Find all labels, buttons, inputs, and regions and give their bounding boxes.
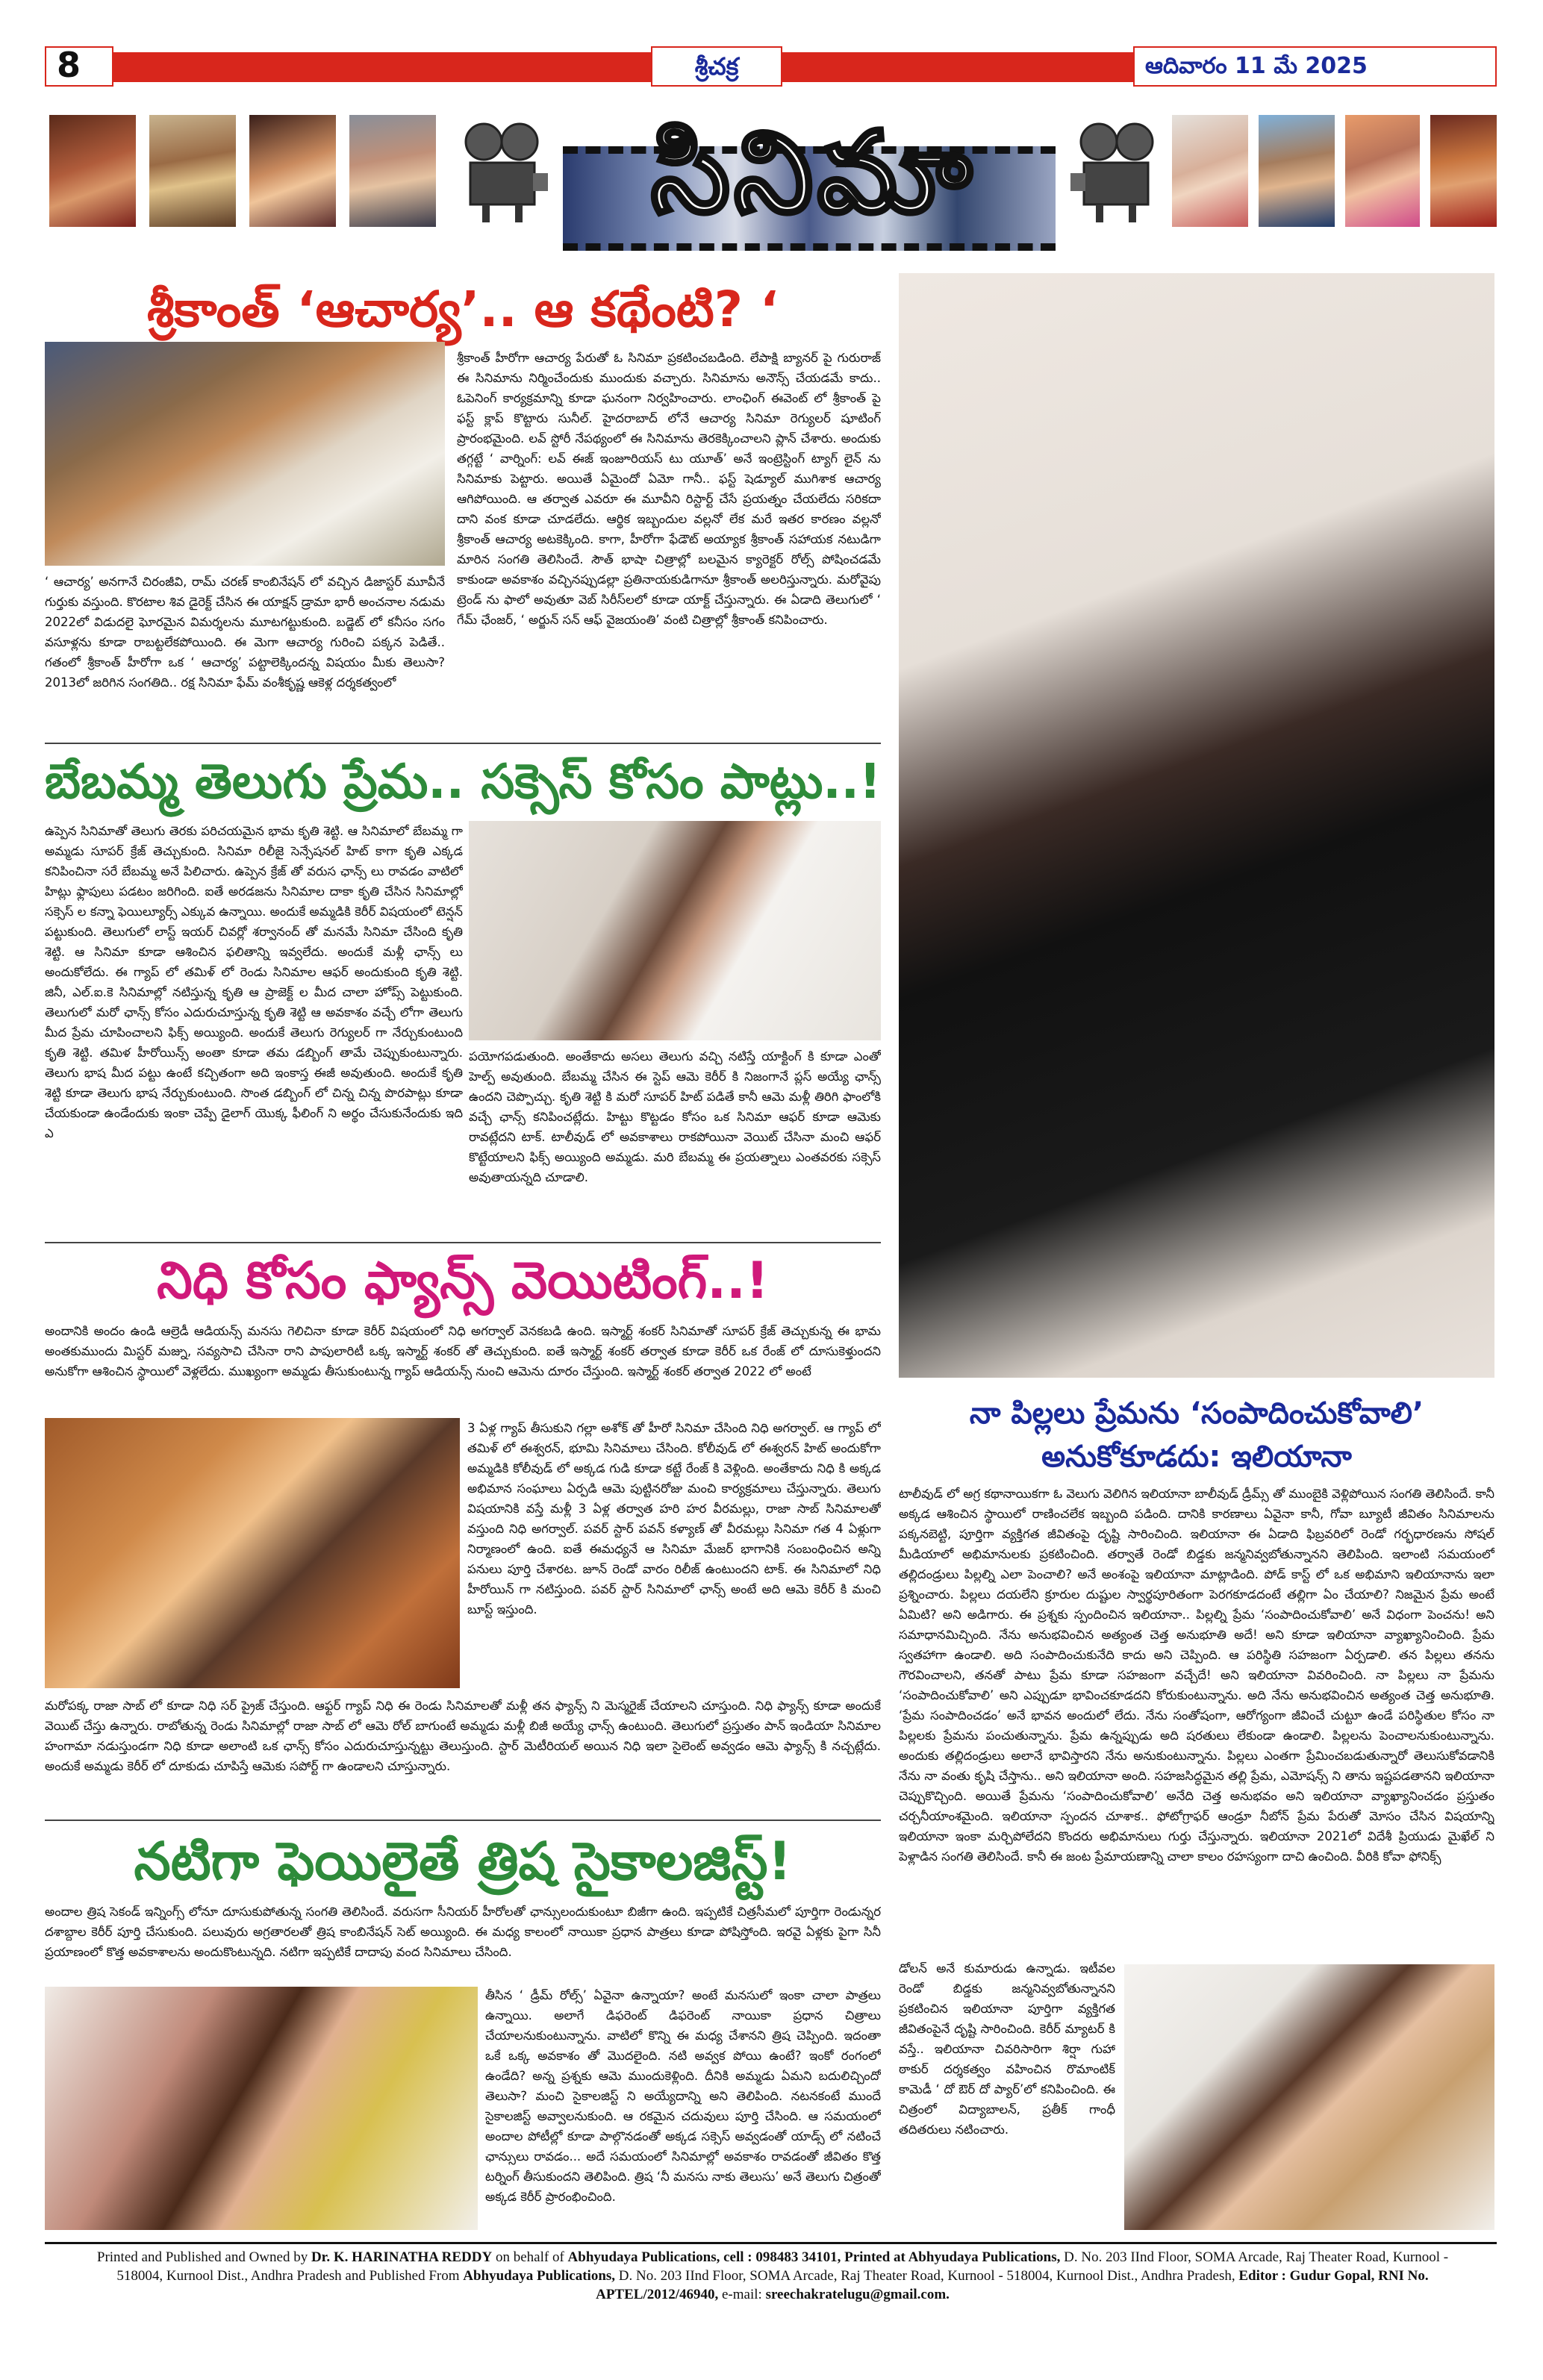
actress-thumbnail xyxy=(49,115,136,227)
owner-name: Dr. K. HARINATHA REDDY xyxy=(311,2249,493,2265)
divider xyxy=(45,743,881,744)
masthead xyxy=(45,46,1497,87)
red-band-right xyxy=(782,52,1133,82)
actress-thumbnail xyxy=(1345,115,1420,227)
date-box xyxy=(1133,46,1497,87)
nidhi-text-top: అందానికి అందం ఉండి ఆల్రెడీ ఆడియన్స్ మనసు గెలిచినా కూడా కెరీర్ విషయంలో నిధి అగర్వాల్ వెనకబడి ఉంది. ఇస్మార్ట్ శంకర్ సినిమాతో సూపర్ క్రేజ్ తెచ్చుకున్న ఈ భామ అంతకుముందు మిస్టర్ మజ్ను, సవ్యసాచి చేసినా రాని పాపులారిటీ ఒక్క ఇస్మార్ట్ శంకర్ తో తెచ్చుకుంది. ఐతే ఇస్మార్ట్ శంకర్ తర్వాత కూడా కెరీర్ ఒక రేంజ్ లో దూసుకెళ్తుందని అనుకోగా ఆశించిన స్థాయిలో వెళ్లలేదు. ముఖ్యంగా అమ్మడు తీసుకుంటున్న గ్యాప్ ఆడియన్స్ నుంచి ఆమెను దూరం చేస్తుంది. ఇస్మార్ట్ శంకర్ తర్వాత 2022 లో అంటే xyxy=(45,1324,881,1378)
actress-thumbnail xyxy=(1172,115,1248,227)
srikanth-headline: శ్రీకాంత్ ‘ఆచార్య’.. ఆ కథేంటి? ‘ xyxy=(146,281,779,338)
actress-black-saree-photo xyxy=(899,273,1494,1378)
actor-thumbnail xyxy=(1259,115,1335,227)
page-number: 8 xyxy=(57,45,81,85)
footer-imprint xyxy=(75,2248,1471,2304)
paper-logo: శ్రీచక్ర xyxy=(694,52,739,81)
trisha-text-right: తీసిన ‘ డ్రీమ్ రోల్స్’ ఏవైనా ఉన్నాయా? అంటే మనసులో ఇంకా చాలా పాత్రలు ఉన్నాయి. అలాగే డిఫరెంట్ డిఫరెంట్ నాయికా ప్రధాన చిత్రాలు చేయాలనుకుంటున్నాను. వాటిలో కొన్ని ఈ మధ్య చేశానని త్రిష చెప్పింది. ఇదంతా ఒకే ఒక్క అవకాశం తో మొదలైంది. నటి అవ్వక పోయి ఉంటే? ఇంకో రంగంలో ఉండేది? అన్న ప్రశ్నకు ఆమె ముందుకెళ్లింది. దీనికి అమ్మడు ఏమని బదులిచ్చిందో తెలుసా? మంచి సైకాలజిస్ట్ ని అయ్యేదాన్ని అని తెలిపింది. నటనకంటే ముందే సైకాలజిస్ట్ అవ్వాలనుకుంది. ఆ రకమైన చదువులు పూర్తి చేసింది. ఆ సమయంలో అందాల పోటీల్లో కూడా పాల్గొనడంతో అక్కడ సక్సెస్ అవ్వడంతో యాడ్స్ లో నటించే ఛాన్సులు రావడం... అదే సమయంలో సినిమాల్లో అవకాశం రావడంతో జీవితం కొత్త టర్నింగ్ తీసుకుందని తెలిపింది. త్రిష ‘నీ మనసు నాకు తెలుసు’ అనే తెలుగు చిత్రంతో అక్కడ కెరీర్ ప్రారంభించింది. xyxy=(485,1988,881,2204)
actor-thumbnail xyxy=(149,115,236,227)
ileana-photo xyxy=(1124,1964,1494,2230)
email-link[interactable]: sreechakratelugu@gmail.com. xyxy=(765,2287,950,2302)
ileana-text-top: టాలీవుడ్ లో అగ్ర కథానాయికగా ఓ వెలుగు వెలిగిన ఇలియానా బాలీవుడ్ డ్రీమ్స్ తో ముంబైకి వెళ్లిపోయిన సంగతి తెలిసిందే. కానీ అక్కడ ఆశించిన స్థాయిలో రాణించలేక ఇబ్బంది పడింది. దానికి కారణాలు ఏవైనా కానీ, గోవా బ్యూటీ జీవితం సినిమాలను పక్కనబెట్టి, పూర్తిగా వ్యక్తిగత జీవితంపై దృష్టి సారించింది. ఇలియానా ఈ ఏడాది ఫిబ్రవరిలో రెండో గర్భధారణను సోషల్ మీడియాలో అభిమానులకు ప్రకటించింది. తర్వాతే రెండో బిడ్డకు జన్మనివ్వబోతున్నానని తెలిపింది. ఇలాంటి సమయంలో తల్లిదండ్రులు పిల్లల్ని ఎలా పెంచాలి? అనే అంశంపై ఇలియానా మాట్లాడింది. పోడ్ కాస్ట్ లో ఒక అభిమాని ఇలియానాను ఇలా ప్రశ్నించారు. పిల్లలు దయలేని క్రూరుల దుష్టుల స్వార్థపూరితంగా పెరగకూడదంటే తల్లిగా ఏం చేయాలి? నిజమైన ప్రేమ అంటే ఏమిటి? అని అడిగారు. ఈ ప్రశ్నకు స్పందించిన ఇలియానా.. పిల్లల్ని ప్రేమ ‘సంపాదించుకోవాలి’ అనే విధంగా పెంచను! అని సమాధానమిచ్చింది. నేను అనుభవించిన అత్యంత చెత్త అనుభూతి అదే! అని కూడా ఇలియానా వ్యాఖ్యానించింది. ప్రేమ స్వతహాగా ఉండాలి. అది సంపాదించుకునేది కాదు అని చెప్పింది. ఆ పరిస్థితి సహజంగా ఏర్పడాలి. తన పిల్లలు తనను గౌరవించాలని, తనతో పాటు ప్రేమ కూడా సహజంగా వచ్చేదే! అని ఇలియానా వివరించింది. నా పిల్లలు నా ప్రేమను ‘సంపాదించుకోవాలి’ అని ఎప్పుడూ భావించకూడదని కోరుకుంటున్నాను. అది నేను అనుభవించిన అత్యంత చెత్త అనుభూతి. ‘ప్రేమ సంపాదించడం’ అనే భావన అందులో లేదు. నేను సంతోషంగా, ఆరోగ్యంగా జీవించే చుట్టూ ఉండే పరిస్థితుల కోసం నా పిల్లలకు ప్రేమను పంచుతున్నాను. ప్రేమ ఉన్నప్పుడు అది షరతులు లేకుండా ఉండాలి. పిల్లలను పెంచాలనుకుంటున్నాను. అందుకు తల్లిదండ్రులు అలానే భావిస్తారని నేను అనుకుంటున్నాను. పిల్లలు ఎంతగా ప్రేమించబడుతున్నారో తెలుసుకోవడానికి నేను నా వంతు కృషి చేస్తాను.. అని ఇలియానా అంది. సహజసిద్ధమైన తల్లి ప్రేమ, ఎమోషన్స్ ని తాను ఇష్టపడతానని ఇలియానా చెప్పుకొచ్చింది. అయితే ప్రేమను ‘సంపాదించుకోవాలి’ అనేది చెత్త అనుభవం అని ఇలియానా వ్యాఖ్యానించడం ప్రస్తుతం చర్చనీయాంశమైంది. ఇలియానా స్పందన చూశాక.. ఫోటోగ్రాఫర్ ఆండ్రూ నీబోన్ ప్రేమ పేరుతో మోసం చేసిన విషయాన్ని ఇలియానా ఇంకా మర్చిపోలేదని కొందరు అభిమానులు గుర్తు చేస్తున్నారు. ఇలియానా 2021లో విదేశీ ప్రియుడు మైఖేల్ ని పెళ్లాడిన సంగతి తెలిసిందే. కానీ ఈ జంట ప్రేమాయణాన్ని చాలా కాలం రహస్యంగా దాచి ఉంచింది. వీరికి కోవా ఫోనిక్స్ xyxy=(899,1487,1494,1864)
ileana-text-left: డోలన్ అనే కుమారుడు ఉన్నాడు. ఇటీవల రెండో బిడ్డకు జన్మనివ్వబోతున్నానని ప్రకటించిన ఇలియానా పూర్తిగా వ్యక్తిగత జీవితంపైనే దృష్టి సారించింది. కెరీర్ మ్యాటర్ కి వస్తే.. ఇలియానా చివరిసారిగా శిర్షా గుహా ఠాకుర్ దర్శకత్వం వహించిన రొమాంటిక్ కామెడీ ‘ దో ఔర్ దో ప్యార్’లో కనిపించింది. ఈ చిత్రంలో విద్యాబాలన్, ప్రతీక్ గాంధీ తదితరులు నటించారు. xyxy=(899,1961,1115,2137)
imprint-text: Printed and Published and Owned by xyxy=(96,2249,311,2265)
divider xyxy=(45,1242,881,1243)
page-number-box xyxy=(45,46,113,87)
bebamma-headline: బేబమ్మ తెలుగు ప్రేమ.. సక్సెస్ కోసం పాట్లు..! xyxy=(45,755,882,810)
bebamma-text-left: ఉప్పెన సినిమాతో తెలుగు తెరకు పరిచయమైన భామ కృతి శెట్టి. ఆ సినిమాలో బేబమ్మ గా అమ్మడు సూపర్ క్రేజ్ తెచ్చుకుంది. సినిమా రిలీజై సెన్సేషనల్ హిట్ కాగా కృతి ఎక్కడ కనిపించినా సరే బేబమ్మ అనే పిలిచారు. ఉప్పెన క్రేజ్ తో వరుస ఛాన్స్ లు రావడం వాటిలో హిట్లు ఫ్లాపులు పడటం జరిగింది. ఐతే అరడజను సినిమాల దాకా కృతి చేసిన సినిమాల్లో సక్సెస్ ల కన్నా ఫెయిల్యూర్స్ ఎక్కువ ఉన్నాయి. అందుకే అమ్మడికి కెరీర్ విషయంలో టెన్షన్ పట్టుకుంది. తెలుగులో లాస్ట్ ఇయర్ చివర్లో శర్వానంద్ తో మనమే సినిమా చేసింది కృతి శెట్టి. ఆ సినిమా కూడా ఆశించిన ఫలితాన్ని ఇవ్వలేదు. అందుకే మళ్లీ ఛాన్స్ లు అందుకోలేదు. ఈ గ్యాప్ లో తమిళ్ లో రెండు సినిమాల ఆఫర్ అందుకుంది కృతి శెట్టి. జినీ, ఎల్.ఐ.కె సినిమాల్లో నటిస్తున్న కృతి ఆ ప్రాజెక్ట్ ల మీద చాలా హోప్స్ పెట్టుకుంది. తెలుగులో మరో ఛాన్స్ కోసం ఎదురుచూస్తున్న కృతి శెట్టి ఆ అవకాశం వచ్చే లోగా తెలుగు మీద ప్రేమ చూపించాలని ఫిక్స్ అయ్యింది. అందుకే తెలుగు రెగ్యులర్ గా నేర్చుకుంటుంది కృతి శెట్టి. తమిళ హీరోయిన్స్ అంతా కూడా తమ డబ్బింగ్ తామే చెప్పుకుంటున్నారు. తెలుగు భాష మీద పట్టు ఉంటే కచ్చితంగా అది ఇంకాస్త ఈజీ అవుతుంది. అందుకే కృతి శెట్టి కూడా తెలుగు భాష నేర్చుకుంటుంది. సొంత డబ్బింగ్ లో చిన్న చిన్న పొరపాట్లు కూడా చేయకుండా ఉండేందుకు ఇంకా చెప్పే డైలాగ్ యొక్క ఫీలింగ్ ని అర్థం చేసుకునేందుకు ఇది ఎ xyxy=(45,824,463,1140)
imprint-text: e-mail: xyxy=(718,2287,766,2302)
section-title: సినిమా xyxy=(651,108,976,238)
actress-thumbnail xyxy=(249,115,336,227)
srikanth-photo xyxy=(45,342,445,566)
ileana-headline-line1: నా పిల్లలు ప్రేమను ‘సంపాదించుకోవాలి’ xyxy=(969,1396,1424,1431)
nidhi-text-bottom: మరోపక్క రాజా సాబ్ లో కూడా నిధి సర్ ప్రైజ్ చేస్తుంది. ఆఫ్టర్ గ్యాప్ నిధి ఈ రెండు సినిమాలతో మళ్లీ తన ఫ్యాన్స్ ని మెస్మరైజ్ చేయాలని చూస్తుంది. నిధి ఫ్యాన్స్ కూడా అందుకే వెయిట్ చేస్తు ఉన్నారు. రాబోతున్న రెండు సినిమాల్లో రాజా సాబ్ లో ఆమె రోల్ బాగుంటే అమ్మడు మళ్లీ బిజీ అయ్యే ఛాన్స్ ఉంటుంది. తెలుగులో ప్రస్తుతం పాన్ ఇండియా సినిమాల హంగామా నడుస్తుండగా నిధి కూడా అలాంటి ఒక ఛాన్స్ కోసం ఎదురుచూస్తున్నట్టు తెలుస్తుంది. స్టార్ మెటీరియల్ అయిన నిధి ఇలా సైలెంట్ అవ్వడం ఆమె ఫ్యాన్స్ కి నచ్చట్లేదు. అందుకే అమ్మడు కెరీర్ లో దూకుడు చూపిస్తే ఆమెకు సపోర్ట్ గా ఉండాలని చూస్తున్నారు. xyxy=(45,1699,881,1773)
editor-name: Editor : Gudur Gopal xyxy=(1238,2268,1371,2284)
trisha-photo xyxy=(45,1987,478,2230)
nidhi-text-right: 3 ఏళ్ల గ్యాప్ తీసుకుని గల్లా అశోక్ తో హీరో సినిమా చేసింది నిధి అగర్వాల్. ఆ గ్యాప్ లో తమిళ్ లో ఈశ్వరన్, భూమి సినిమాలు చేసింది. కోలీవుడ్ లో ఈశ్వరన్ హిట్ అందుకోగా అమ్మడికి కోలీవుడ్ లో అక్కడ గుడి కూడా కట్టే రేంజ్ కి వెళ్లింది. అంతేకాదు నిధి కి అక్కడ అభిమాన సంఘాలు ఏర్పడి ఆమె పుట్టినరోజు మంచి కార్యక్రమాలు చేస్తున్నారు. తెలుగు విషయానికి వస్తే మళ్లీ 3 ఏళ్ల తర్వాత హరి హర వీరమల్లు, రాజా సాబ్ సినిమాలతో వస్తుంది నిధి అగర్వాల్. పవర్ స్టార్ పవన్ కళ్యాణ్ తో వీరమల్లు సినిమా గత 4 ఏళ్లుగా నిర్మాణంలో ఉంది. ఐతే ఈమధ్యనే ఆ సినిమా మేజర్ భాగానికి సంబంధించిన అన్ని పనులు పూర్తి చేశారట. జూన్ రెండో వారం రిలీజ్ ఉంటుందని టాక్. ఈ సినిమాలో నిధి హీరోయిన్ గా నటిస్తుంది. పవర్ స్టార్ సినిమాలో ఛాన్స్ అంటే అది ఆమె కెరీర్ కి మంచి బూస్ట్ ఇస్తుంది. xyxy=(467,1421,881,1617)
issue-date: ఆదివారం 11 మే 2025 xyxy=(1145,53,1368,79)
trisha-text-top: అందాల త్రిష సెకండ్ ఇన్నింగ్స్ లోనూ దూసుకుపోతున్న సంగతి తెలిసిందే. వరుసగా సీనియర్ హీరోలతో ఛాన్సులందుకుంటూ బిజీగా ఉంది. ఇప్పటికే చిత్రసీమలో పూర్తిగా రెండున్నర దశాబ్దాల కెరీర్ పూర్తి చేసుకుంది. పలువురు అగ్రతారలతో త్రిష కాంబినేషన్ సెట్ అయ్యింది. ఈ మధ్య కాలంలో నాయికా ప్రధాన పాత్రలు కూడా పోషిస్తోంది. ఇరవై ఏళ్లకు పైగా సినీ ప్రయాణంలో కొత్త అవకాశాలను అందుకొంటున్నది. నటిగా ఇప్పటికే దాదాపు వంద సినిమాలు చేసింది. xyxy=(45,1905,881,1959)
publisher-contact: , cell : 098483 34101, Printed at Abhyudaya Publications, xyxy=(716,2249,1061,2265)
footer-rule xyxy=(45,2242,1497,2244)
publisher-name: Abhyudaya Publications, xyxy=(463,2268,616,2284)
actor-thumbnail xyxy=(349,115,436,227)
publisher-name: Abhyudaya Publications xyxy=(567,2249,717,2265)
cinema-banner xyxy=(45,104,1497,260)
imprint-text: D. No. 203 IInd Floor, SOMA Arcade, Raj Theater Road, Kurnool - 518004, Kurnool Dist., Andhra Pradesh, xyxy=(615,2268,1239,2284)
projector-icon xyxy=(1069,119,1159,224)
krithi-shetty-photo xyxy=(469,821,881,1040)
imprint-text: D. No. 203 IInd Floor, SOMA Arcade, Raj Theater Road, Kurnool - 518004, Kurnool Dist., Andhra Pradesh and Published From xyxy=(116,2249,1449,2284)
logo-box xyxy=(651,46,782,87)
imprint-text: on behalf of xyxy=(492,2249,568,2265)
actor-thumbnail xyxy=(1430,115,1497,227)
srikanth-text-right: శ్రీకాంత్ హీరోగా ఆచార్య పేరుతో ఓ సినిమా ప్రకటించబడింది. లేపాక్షి బ్యానర్ పై గురురాజ్ ఈ సినిమాను నిర్మించేందుకు ముందుకు వచ్చారు. సినిమాను అనౌన్స్ చేయడమే కాదు.. ఓపెనింగ్ కార్యక్రమాన్ని కూడా ఘనంగా నిర్వహించారు. లాంఛింగ్ ఈవెంట్ లో శ్రీకాంత్ పై ఫస్ట్ క్లాప్ కొట్టారు సునీల్. హైదరాబాద్ లోనే ఆచార్య సినిమా రెగ్యులర్ షూటింగ్ ప్రారంభమైంది. లవ్ స్టోరీ నేపథ్యంలో ఈ సినిమాను తెరకెక్కించాలని ప్లాన్ చేశారు. అందుకు తగ్గట్టే ‘ వార్నింగ్: లవ్ ఈజ్ ఇంజూరియస్ టు యూత్’ అనే ఇంట్రెస్టింగ్ ట్యాగ్ లైన్ ను సినిమాకు పెట్టారు. అయితే ఏమైందో ఏమో గానీ.. ఫస్ట్ షెడ్యూల్ ముగిశాక ఆచార్య ఆగిపోయింది. ఆ తర్వాత ఎవరూ ఈ మూవీని రిస్టార్ట్ చేసే ప్రయత్నం చేయలేదు సరికదా దాని వంక కూడా చూడలేదు. ఆర్థిక ఇబ్బందుల వల్లనో లేక మరే ఇతర కారణం వల్లనో శ్రీకాంత్ ఆచార్య అటకెక్కింది. కాగా, హీరోగా ఫేడౌట్ అయ్యాక శ్రీకాంత్ సహాయక నటుడిగా మారిన సంగతి తెలిసిందే. సౌత్ భాషా చిత్రాల్లో బలమైన క్యారెక్టర్ రోల్స్ పోషించడమే కాకుండా అవకాశం వచ్చినప్పుడల్లా ప్రతినాయకుడిగానూ శ్రీకాంత్ అలరిస్తున్నారు. మరోవైపు ట్రెండ్ ను ఫాలో అవుతూ వెబ్ సిరీస్‌లలో కూడా యాక్ట్ చేస్తున్నారు. ఈ ఏడాది తెలుగులో ‘ గేమ్ ఛేంజర్, ‘ అర్జున్ సన్ ఆఫ్ వైజయంతి’ వంటి చిత్రాల్లో శ్రీకాంత్ కనిపించారు. xyxy=(457,351,881,627)
nidhi-headline: నిధి కోసం ఫ్యాన్స్ వెయిటింగ్..! xyxy=(157,1252,769,1311)
red-band-left xyxy=(113,52,651,82)
ileana-headline-line2: అనుకోకూడదు: ఇలియానా xyxy=(1041,1440,1352,1474)
bebamma-text-right: పయోగపడుతుంది. అంతేకాదు అసలు తెలుగు వచ్చి నటిస్తే యాక్టింగ్ కి కూడా ఎంతో హెల్ప్ అవుతుంది. బేబమ్మ చేసిన ఈ స్టెప్ ఆమె కెరీర్ కి నిజంగానే ప్లస్ అయ్యే ఛాన్స్ ఉందని చెప్పొచ్చు. కృతి శెట్టి కి మరో సూపర్ హిట్ పడితే కానీ ఆమె మళ్లీ తిరిగి ఫాంలోకి వచ్చే ఛాన్స్ కనిపించట్లేదు. హిట్టు కొట్టడం కోసం ఒక సినిమా ఆఫర్ కూడా ఆమెకు రావట్లేదని టాక్. టాలీవుడ్ లో అవకాశాలు రాకపోయినా వెయిట్ చేసినా మంచి ఆఫర్ కొట్టేయాలని ఫిక్స్ అయ్యింది అమ్మడు. మరి బేబమ్మ ఈ ప్రయత్నాలు ఎంతవరకు సక్సెస్ అవుతాయన్నది చూడాలి. xyxy=(469,1049,881,1184)
nidhi-agarwal-photo xyxy=(45,1418,460,1688)
trisha-headline: నటిగా ఫెయిలైతే త్రిష సైకాలజిస్ట్! xyxy=(134,1831,792,1892)
projector-icon xyxy=(460,119,549,224)
divider xyxy=(45,1820,881,1821)
rni-number: , RNI No. APTEL/2012/46940, xyxy=(596,2268,1429,2302)
srikanth-text-left: ‘ ఆచార్య’ అనగానే చిరంజీవి, రామ్ చరణ్ కాంబినేషన్ లో వచ్చిన డిజాస్టర్ మూవీనే గుర్తుకు వస్తుంది. కొరటాల శివ డైరెక్ట్ చేసిన ఈ యాక్షన్ డ్రామా భారీ అంచనాల నడుమ 2022లో విడుదలై ఘోరమైన విమర్శలను మూటగట్టుకుంది. బడ్జెట్ లో కనీసం సగం వసూళ్లను కూడా రాబట్టలేకపోయింది. ఈ మెగా ఆచార్య గురించి పక్కన పెడితే.. గతంలో శ్రీకాంత్ హీరోగా ఒక ‘ ఆచార్య’ పట్టాలెక్కిందన్న విషయం మీకు తెలుసా? 2013లో జరిగిన సంగతిది.. రక్ష సినిమా ఫేమ్ వంశీకృష్ణ ఆకెళ్ల దర్శకత్వంలో xyxy=(45,575,445,690)
